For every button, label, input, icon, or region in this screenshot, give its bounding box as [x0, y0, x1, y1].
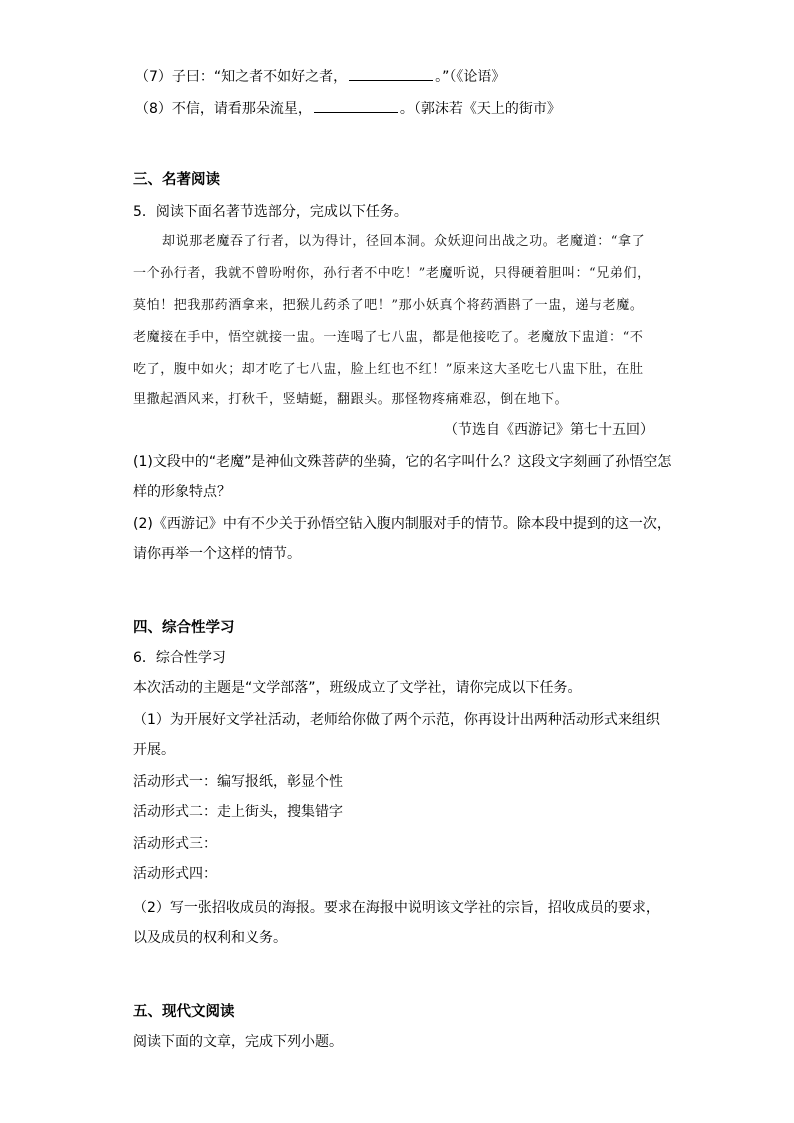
- activity-intro: 本次活动的主题是“文学部落”，班级成立了文学社，请你完成以下任务。: [133, 680, 582, 696]
- activity-item: 活动形式三：: [133, 836, 217, 852]
- task-line: 样的形象特点？: [133, 484, 231, 500]
- activity-item: 活动形式四：: [133, 866, 217, 882]
- passage-line: 莫怕！把我那药酒拿来，把猴儿药杀了吧！”那小妖真个将药酒斟了一盅，递与老魔。: [133, 298, 644, 313]
- task-line: (2)《西游记》中有不少关于孙悟空钻入腹内制服对手的情节。除本段中提到的这一次，: [133, 516, 671, 532]
- passage-line: 吃了，腹中如火；却才吃了七八盅，脸上红也不红！”原来这大圣吃七八盅下肚，在肚: [133, 362, 644, 377]
- passage-line: 却说那老魔吞了行者，以为得计，径回本洞。众妖迎问出战之功。老魔道：“拿了: [162, 234, 646, 249]
- activity-item: 活动形式一：编写报纸，彰显个性: [133, 774, 343, 790]
- section-heading: 四、综合性学习: [133, 620, 235, 636]
- question-8-prefix: （8）不信，请看那朵流星，: [135, 101, 312, 117]
- reading-intro: 阅读下面的文章，完成下列小题。: [133, 1034, 343, 1050]
- question-8-suffix: 。（郭沫若《天上的街市》: [399, 101, 561, 117]
- question-7-suffix: 。”（《论语》: [435, 69, 506, 85]
- question-7-prefix: （7）子曰：“知之者不如好之者，: [135, 69, 348, 85]
- passage-source: （节选自《西游记》第七十五回）: [444, 422, 654, 438]
- task-line: （1）为开展好文学社活动，老师给你做了两个示范，你再设计出两种活动形式来组织: [133, 712, 660, 728]
- task-line: （2）写一张招收成员的海报。要求在海报中说明该文学社的宗旨，招收成员的要求，: [133, 900, 660, 916]
- activity-item: 活动形式二：走上街头，搜集错字: [133, 804, 343, 820]
- task-line: (1)文段中的“老魔”是神仙文殊菩萨的坐骑，它的名字叫什么？这段文字刻画了孙悟空怎: [133, 454, 672, 470]
- question-7: [135, 66, 505, 87]
- answer-blank[interactable]: [349, 66, 433, 81]
- task-line: 以及成员的权利和义务。: [133, 930, 287, 946]
- question-5-prompt: 5．阅读下面名著节选部分，完成以下任务。: [133, 204, 408, 220]
- section-heading: 五、现代文阅读: [133, 1004, 235, 1020]
- passage-line: 里撒起酒风来，打秋千，竖蜻蜓，翻跟头。那怪物疼痛难忍，倒在地下。: [133, 392, 569, 407]
- question-8: [135, 98, 561, 119]
- answer-blank[interactable]: [314, 98, 398, 113]
- passage-line: 老魔接在手中，悟空就接一盅。一连喝了七八盅，都是他接吃了。老魔放下盅道：“不: [133, 330, 644, 345]
- task-line: 请你再举一个这样的情节。: [133, 546, 301, 562]
- passage-line: 一个孙行者，我就不曾吩咐你，孙行者不中吃！”老魔听说，只得硬着胆叫：“兄弟们，: [133, 266, 651, 281]
- question-6-prompt: 6．综合性学习: [133, 650, 226, 666]
- task-line: 开展。: [133, 742, 175, 758]
- section-heading: 三、名著阅读: [133, 172, 220, 188]
